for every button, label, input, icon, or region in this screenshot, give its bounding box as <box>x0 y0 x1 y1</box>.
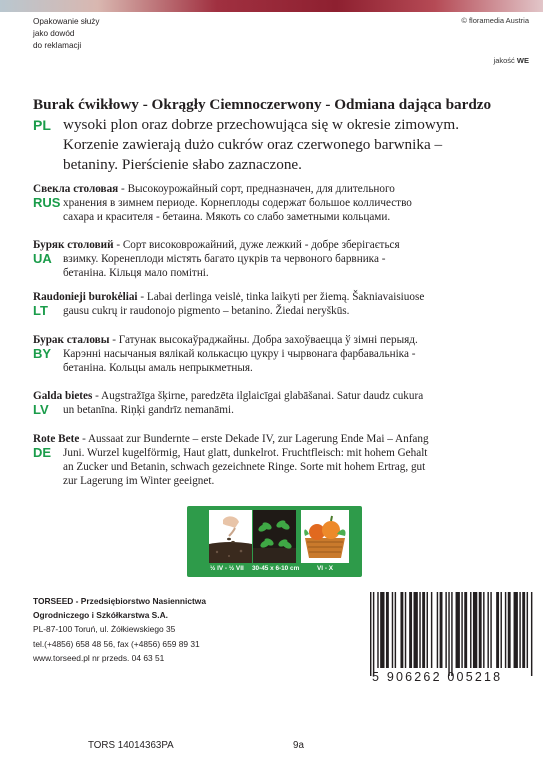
de-line-4: zur Lagerung im Winter geeignet. <box>63 475 215 487</box>
section-rus <box>33 182 533 224</box>
barcode-bar <box>448 592 449 676</box>
pl-line-4: betaniny. Pierścienie słabo zaznaczone. <box>63 156 302 173</box>
barcode-bar <box>409 592 412 668</box>
sowing-icon <box>209 510 252 563</box>
section-lt <box>33 290 533 318</box>
harvest-period: VI - X <box>317 565 333 572</box>
lv-title: Galda bietes <box>33 390 93 402</box>
ua-title: Буряк столовий <box>33 239 114 251</box>
pl-line-2: wysoki plon oraz dobrze przechowująca się w okresie zimowym. <box>63 116 460 133</box>
harvest-box <box>301 510 349 563</box>
company-name-line-2 <box>33 608 293 622</box>
vegetable-basket-icon <box>301 510 349 563</box>
company-name-rest: - Przedsiębiorstwo Nasiennictwa <box>73 596 206 606</box>
complaint-notice <box>33 16 143 53</box>
barcode-bar <box>395 592 396 668</box>
product-code: TORS 14014363PA <box>88 740 174 751</box>
barcode-bar <box>414 592 418 668</box>
by-line-2: Карэнні насычаныя вялікай колькасцю цукру і чырвонага фарбавальніка - <box>63 348 416 360</box>
barcode-bar <box>479 592 482 668</box>
barcode-bar <box>470 592 471 668</box>
language-code-de: DE <box>33 445 52 460</box>
section-ua <box>33 238 533 280</box>
rus-line-3: сахара и красителя - бетаина. Мякоть со слабо заметными кольцами. <box>63 211 391 223</box>
quality-code: WE <box>516 56 529 65</box>
barcode-bar <box>473 592 477 668</box>
barcode-bar <box>445 592 446 668</box>
barcode-bar <box>373 592 374 676</box>
de-title: Rote Bete <box>33 433 80 445</box>
ua-line-1-rest: - Сорт високоврожайний, дуже лежкий - добре зберігається <box>113 239 400 251</box>
seedling-spacing-icon <box>253 510 296 563</box>
ua-line-3: бетаніна. Кільця мало помітні. <box>63 267 209 279</box>
rus-line-1-rest: - Высокоурожайный сорт, предназначен, для длительного <box>118 183 395 195</box>
barcode-bar <box>514 592 518 668</box>
pl-line-1: Burak ćwikłowy - Okrągły Ciemnoczerwony - Odmiana dająca bardzo <box>33 96 492 113</box>
section-by <box>33 333 533 375</box>
barcode-bar <box>400 592 403 668</box>
de-line-2: Juni. Wurzel kugelförmig, Haut glatt, dunkelrot. Fruchtfleisch: mit hohem Gehalt <box>63 447 428 459</box>
language-code-lv: LV <box>33 402 49 417</box>
barcode-bar <box>456 592 460 668</box>
lt-title: Raudonieji burokėliai <box>33 291 138 303</box>
barcode-bar <box>461 592 462 668</box>
barcode-digits: 5 906262 005218 <box>372 670 503 684</box>
pl-line-3: Korzenie zawierają dużo cukrów oraz czerwonego barwnika – <box>63 136 443 153</box>
company-name <box>33 594 293 608</box>
company-phone: tel.(+4856) 658 48 56, fax (+4856) 659 89 31 <box>33 638 200 649</box>
de-line-1-rest: - Aussaat zur Bundernte – erste Dekade IV, zur Lagerung Ende Mai – Anfang <box>79 433 429 445</box>
company-name-line-2-text: Ogrodniczego i Szkółkarstwa S.A. <box>33 610 168 621</box>
rus-line-1 <box>33 182 533 196</box>
by-line-1-rest: - Гатунак высокаўраджайны. Добра захоўваецца ў зімні перыяд. <box>109 334 418 346</box>
lv-line-1 <box>33 389 533 403</box>
company-brand: TORSEED <box>33 596 74 606</box>
ua-line-2: взимку. Коренеплоди містять багато цукрів та червоного барвника - <box>63 253 386 265</box>
barcode-bar <box>483 592 484 668</box>
notice-line: do reklamacji <box>33 41 82 51</box>
lt-line-2: gausu cukrų ir raudonojo pigmento – betanino. Žiedai neryškūs. <box>63 305 350 317</box>
barcode-bar <box>422 592 425 668</box>
notice-line: jako dowód <box>33 29 75 39</box>
language-code-by: BY <box>33 346 52 361</box>
lt-line-1 <box>33 290 533 304</box>
quality-label <box>494 56 529 65</box>
company-address: PL-87-100 Toruń, ul. Żółkiewskiego 35 <box>33 624 176 635</box>
language-code-ua: UA <box>33 251 52 266</box>
barcode-bar <box>531 592 532 676</box>
notice-line: Opakowanie służy <box>33 17 100 26</box>
by-line-3: бетаніна. Кольцы амаль непрыкметныя. <box>63 362 253 374</box>
barcode-bar <box>380 592 384 668</box>
plant-spacing: 30-45 x 6-10 cm <box>252 565 300 572</box>
company-web: www.torseed.pl nr przeds. 04 63 51 <box>33 652 165 663</box>
barcode-bar <box>386 592 389 668</box>
language-code-lt: LT <box>33 303 48 318</box>
barcode-bar <box>487 592 488 668</box>
section-de <box>33 432 533 488</box>
spacing-box <box>253 510 296 563</box>
lv-line-1-rest: - Augstražīga šķirne, paredzēta ilglaicīgai glabāšanai. Satur daudz cukura <box>92 390 424 402</box>
de-line-1 <box>33 432 533 446</box>
barcode-bar <box>451 592 452 676</box>
barcode-bar <box>527 592 528 668</box>
page-number: 9a <box>293 740 304 751</box>
barcode-bar <box>505 592 506 668</box>
cultivation-calendar <box>187 506 362 577</box>
top-decorative-strip <box>0 0 543 12</box>
lv-line-2: un betanīna. Riņķi gandrīz nemanāmi. <box>63 404 234 416</box>
barcode-bar <box>427 592 428 668</box>
rus-line-2: хранения в зимнем периоде. Корнеплоды содержат большое колличество <box>63 197 412 209</box>
barcode-bar <box>419 592 420 668</box>
company-info <box>33 594 293 665</box>
barcode-bar <box>431 592 432 668</box>
barcode-bar <box>519 592 520 668</box>
sowing-box <box>209 510 252 563</box>
barcode-bar <box>377 592 378 668</box>
by-title: Бурак сталовы <box>33 334 110 346</box>
barcode-bar <box>392 592 393 668</box>
barcode-bar <box>490 592 491 668</box>
lt-line-1-rest: - Labai derlinga veislė, tinka laikyti per žiemą. Šakniavaisiuose <box>137 291 425 303</box>
barcode-bar <box>464 592 467 668</box>
sowing-period: ½ IV - ½ VII <box>210 565 244 572</box>
barcode-bar <box>440 592 443 668</box>
barcode-bar <box>522 592 525 668</box>
language-code-rus: RUS <box>33 195 61 210</box>
section-lv <box>33 389 533 417</box>
copyright-text: © floramedia Austria <box>461 16 529 25</box>
ua-line-1 <box>33 238 533 252</box>
barcode-bar <box>437 592 438 668</box>
barcode-bar <box>508 592 511 668</box>
quality-prefix: jakość <box>493 56 515 65</box>
section-pl <box>33 95 533 175</box>
barcode-bar <box>501 592 502 668</box>
barcode-bar <box>496 592 499 668</box>
de-line-3: an Zucker und Betanin, schwach gezeichnete Ringe. Sorte mit hohem Ertrag, gut <box>63 461 426 473</box>
by-line-1 <box>33 333 533 347</box>
rus-title: Свекла столовая <box>33 183 119 195</box>
barcode-bar <box>370 592 371 676</box>
language-code-pl: PL <box>33 117 51 133</box>
barcode-bar <box>405 592 406 668</box>
ean-barcode <box>362 592 537 678</box>
